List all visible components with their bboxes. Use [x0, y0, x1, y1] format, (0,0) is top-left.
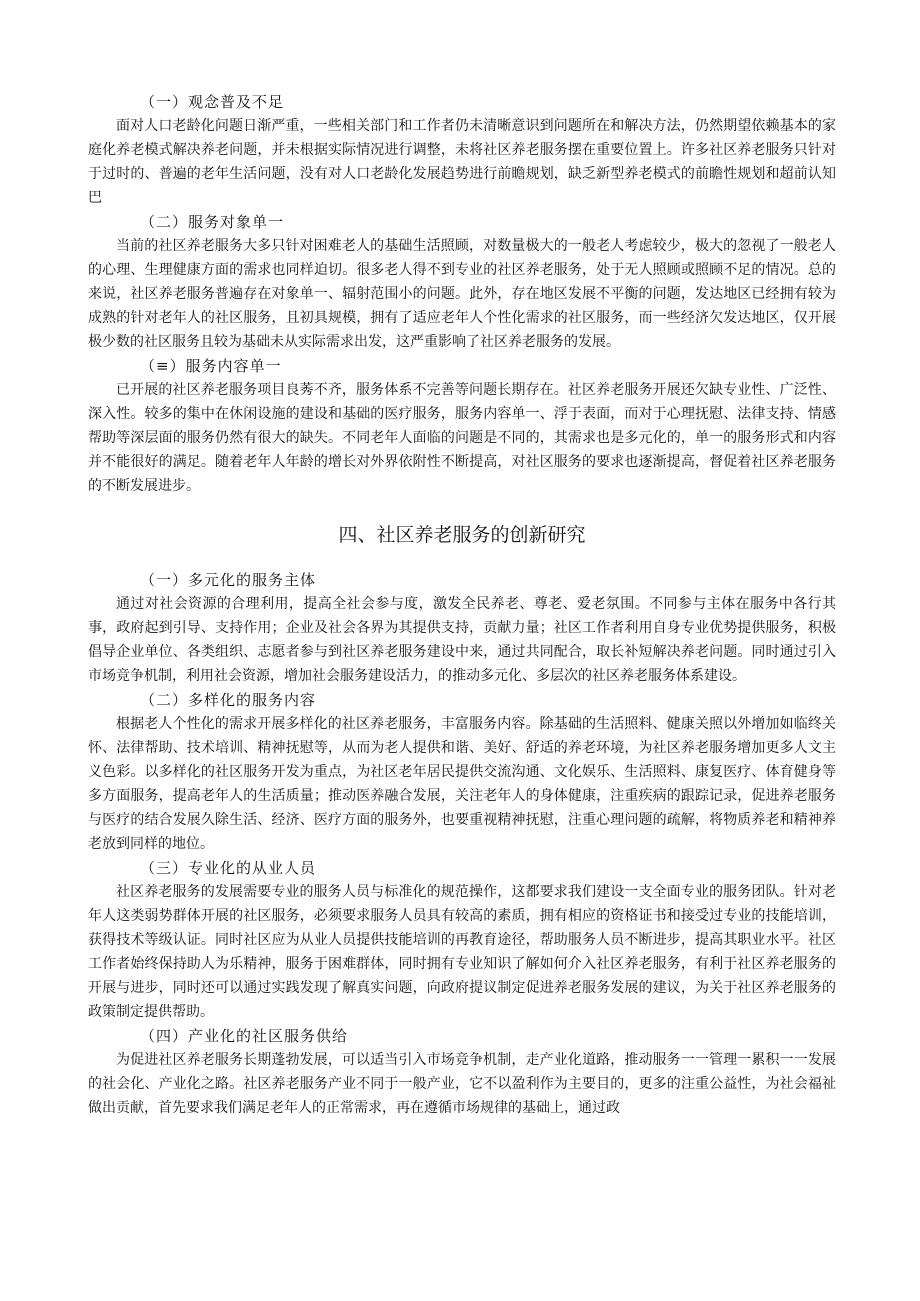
paragraph-diverse-subjects: 通过对社会资源的合理利用，提高全社会参与度，激发全民养老、尊老、爱老氛围。不同参与主体在服务中各行其事，政府起到引导、支持作用；企业及社会各界为其提供支持，贡献力量；社区工作者利用自身专业优势提供服务，积极倡导企业单位、各类组织、志愿者参与到社区养老服务建设中来，通过共同配合，取长补短解决养老问题。同时通过引入市场竞争机制，利用社会资源，增加社会服务建设活力，的推动多元化、多层次的社区养老服务体系建设。: [88, 596, 836, 684]
document-page: [88, 90, 836, 1120]
paragraph-concept: 面对人口老龄化问题日渐严重，一些相关部门和工作者仍未清晰意识到问题所在和解决方法，仍然期望依赖基本的家庭化养老模式解决养老问题，并未根据实际情况进行调整，未将社区养老服务摆在重要位置上。许多社区养老服务只针对于过时的、普遍的老年生活问题，没有对人口老龄化发展趋势进行前瞻规划，缺乏新型养老模式的前瞻性规划和超前认知巴: [88, 118, 836, 206]
chapter-title: 四、社区养老服务的创新研究: [338, 524, 586, 546]
section-heading-diverse-content: （二）多样化的服务内容: [140, 691, 317, 709]
paragraph-industrialized-supply: 为促进社区养老服务长期蓬勃发展，可以适当引入市场竞争机制，走产业化道路，推动服务一一管理一累积一一发展的社会化、产业化之路。社区养老服务产业不同于一般产业，它不以盈利作为主要目的，更多的注重公益性，为社会福祉做出贡献，首先要求我们满足老年人的正常需求，再在遵循市场规律的基础上，通过政: [88, 1052, 836, 1116]
paragraph-diverse-content: 根据老人个性化的需求开展多样化的社区养老服务，丰富服务内容。除基础的生活照料、健康关照以外增加如临终关怀、法律帮助、技术培训、精神抚慰等，从而为老人提供和谐、美好、舒适的养老环境，为社区养老服务增加更多人文主义色彩。以多样化的社区服务开发为重点，为社区老年居民提供交流沟通、文化娱乐、生活照料、康复医疗、体育健身等多方面服务，提高老年人的生活质量；推动医养融合发展，关注老年人的身体健康，注重疾病的跟踪记录，促进养老服务与医疗的结合发展久除生活、经济、医疗方面的服务外，也要重视精神抚慰，注重心理问题的疏解，将物质养老和精神养老放到同样的地位。: [88, 716, 836, 852]
section-heading-professional-staff: （三）专业化的从业人员: [140, 859, 317, 877]
paragraph-professional-staff: 社区养老服务的发展需要专业的服务人员与标准化的规范操作，这都要求我们建设一支全面专业的服务团队。针对老年人这类弱势群体开展的社区服务，必须要求服务人员具有较高的素质，拥有相应的资格证书和接受过专业的技能培训，获得技术等级认证。同时社区应为从业人员提供技能培训的再教育途径，帮助服务人员不断进步，提高其职业水平。社区工作者始终保持助人为乐精神，服务于困难群体，同时拥有专业知识了解如何介入社区养老服务，有利于社区养老服务的开展与进步，同时还可以通过实践发现了解真实问题，向政府提议制定促进养老服务发展的建议，为关于社区养老服务的政策制定提供帮助。: [88, 884, 836, 1020]
section-heading-industrialized-supply: （四）产业化的社区服务供给: [140, 1027, 349, 1045]
section-heading-concept: （一）观念普及不足: [140, 93, 285, 111]
section-heading-service-target: （二）服务对象单一: [140, 213, 285, 231]
paragraph-service-target: 当前的社区养老服务大多只针对困难老人的基础生活照顾，对数量极大的一般老人考虑较少，极大的忽视了一般老人的心理、生理健康方面的需求也同样迫切。很多老人得不到专业的社区养老服务，处于无人照顾或照顾不足的情况。总的来说，社区养老服务普遍存在对象单一、辐射范围小的问题。此外，存在地区发展不平衡的问题，发达地区已经拥有较为成熟的针对老年人的社区服务，且初具规模，拥有了适应老年人个性化需求的社区服务，而一些经济欠发达地区，仅开展极少数的社区服务且较为基础未从实际需求出发，这严重影响了社区养老服务的发展。: [88, 238, 836, 350]
section-heading-diverse-subjects: （一）多元化的服务主体: [140, 571, 317, 589]
section-heading-service-content: （≡）服务内容单一: [140, 357, 282, 375]
paragraph-service-content: 已开展的社区养老服务项目良莠不齐，服务体系不完善等问题长期存在。社区养老服务开展还欠缺专业性、广泛性、深入性。较多的集中在休闲设施的建设和基础的医疗服务，服务内容单一、浮于表面，而对于心理抚慰、法律支持、情感帮助等深层面的服务仍然有很大的缺失。不同老年人面临的问题是不同的，其需求也是多元化的，单一的服务形式和内容并不能很好的满足。随着老年人年龄的增长对外界依附性不断提高，对社区服务的要求也逐渐提高，督促着社区养老服务的不断发展进步。: [88, 382, 836, 494]
